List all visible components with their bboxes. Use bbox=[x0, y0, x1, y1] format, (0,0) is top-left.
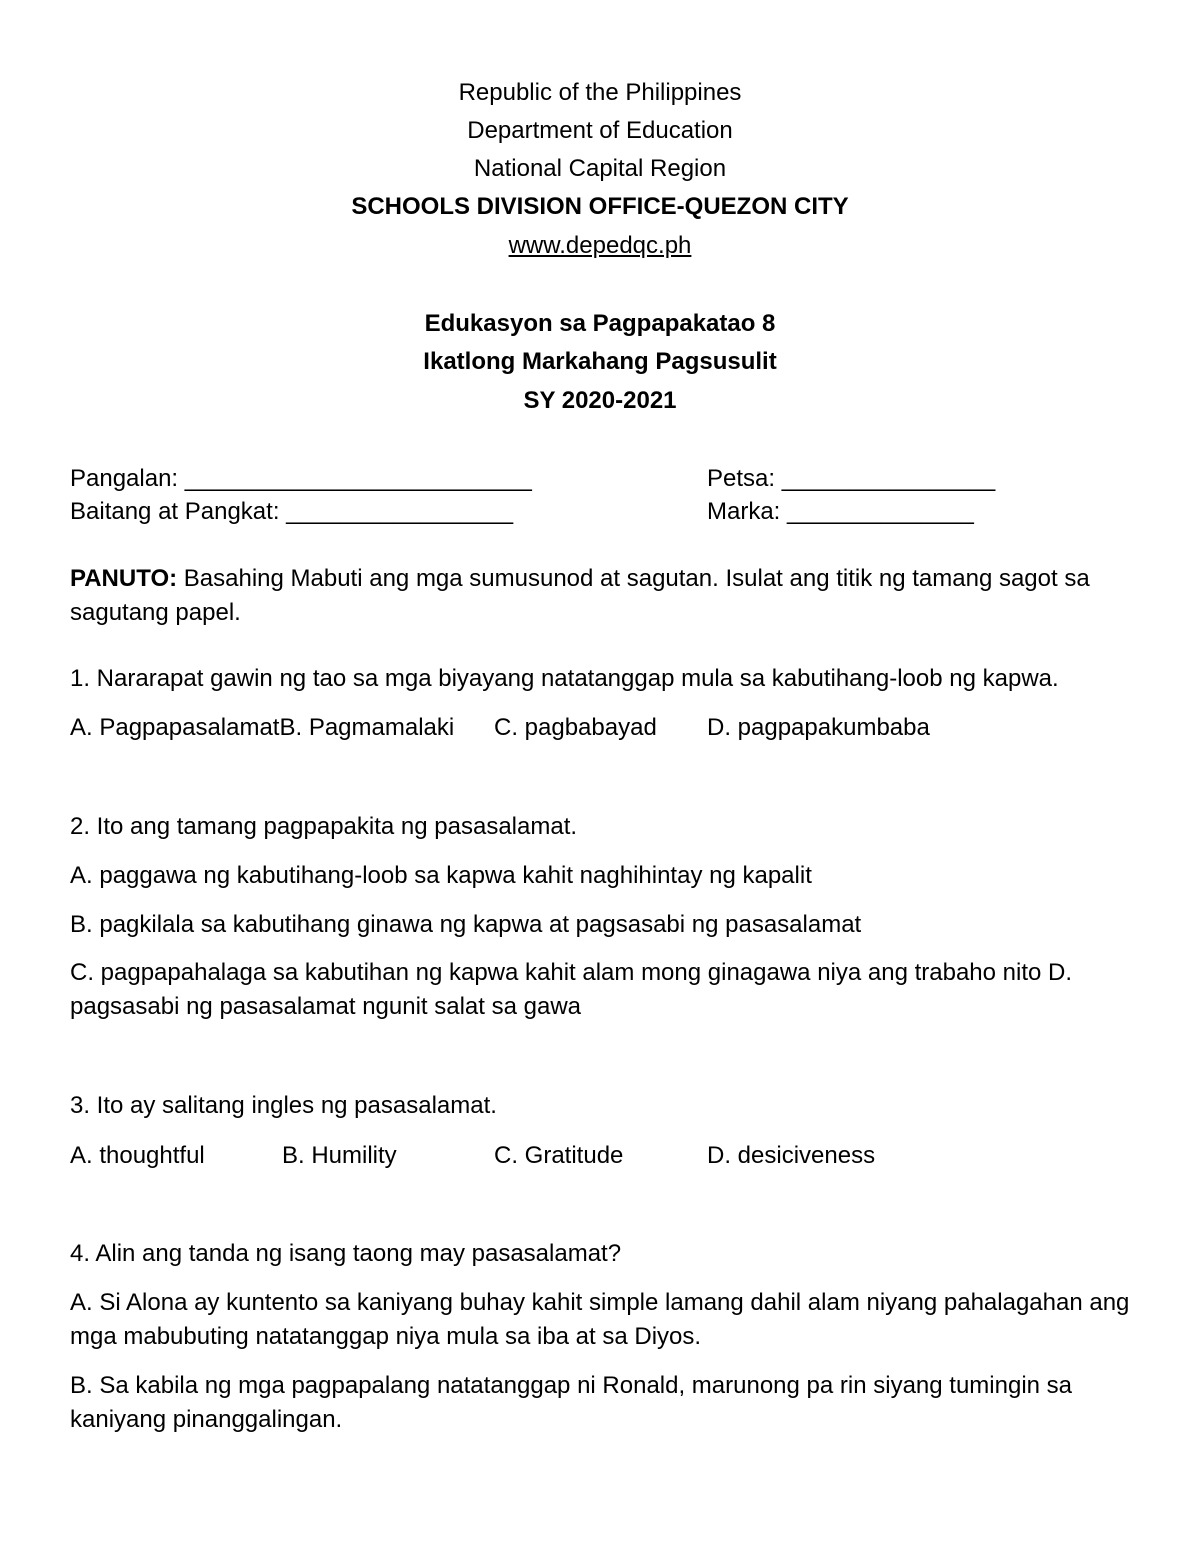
score-field[interactable]: Marka: ______________ bbox=[707, 498, 974, 525]
website-link[interactable]: www.depedqc.ph bbox=[508, 232, 692, 259]
instructions-label: PANUTO: bbox=[70, 565, 178, 592]
question-1-choice-c[interactable]: C. pagbabayad bbox=[494, 714, 657, 741]
header-website-row bbox=[0, 229, 1200, 263]
question-2-choice-b[interactable]: B. pagkilala sa kabutihang ginawa ng kapwa at pagsasabi ng pasasalamat bbox=[70, 911, 862, 938]
date-field[interactable]: Petsa: ________________ bbox=[707, 465, 996, 492]
question-2-choice-a[interactable]: A. paggawa ng kabutihang-loob sa kapwa kahit naghihintay ng kapalit bbox=[70, 862, 812, 889]
name-field[interactable]: Pangalan: __________________________ bbox=[70, 465, 532, 492]
question-4-stem: 4. Alin ang tanda ng isang taong may pasasalamat? bbox=[70, 1240, 622, 1267]
question-2-choice-cd[interactable]: C. pagpapahalaga sa kabutihan ng kapwa kahit alam mong ginagawa niya ang trabaho nito D. pagsasabi ng pasasalamat ngunit salat sa gawa bbox=[70, 959, 1073, 1020]
question-3-choice-d[interactable]: D. desiciveness bbox=[707, 1142, 876, 1169]
header-region: National Capital Region bbox=[473, 155, 727, 182]
grade-section-field[interactable]: Baitang at Pangkat: _________________ bbox=[70, 498, 514, 525]
question-1-choice-ab[interactable]: A. PagpapasalamatB. Pagmamalaki bbox=[70, 714, 455, 741]
exam-school-year: SY 2020-2021 bbox=[523, 387, 677, 414]
question-3-stem: 3. Ito ay salitang ingles ng pasasalamat. bbox=[70, 1092, 497, 1119]
instructions-text: Basahing Mabuti ang mga sumusunod at sagutan. Isulat ang titik ng tamang sagot sa sagutang papel. bbox=[70, 565, 1090, 626]
question-2-stem: 2. Ito ang tamang pagpapakita ng pasasalamat. bbox=[70, 813, 578, 840]
instructions bbox=[70, 562, 1135, 630]
question-1-choice-d[interactable]: D. pagpapakumbaba bbox=[707, 714, 930, 741]
exam-subject: Edukasyon sa Pagpapakatao 8 bbox=[424, 310, 776, 337]
header-division: SCHOOLS DIVISION OFFICE-QUEZON CITY bbox=[351, 193, 849, 220]
question-3-choice-a[interactable]: A. thoughtful bbox=[70, 1142, 205, 1169]
question-1-stem: 1. Nararapat gawin ng tao sa mga biyayang natatanggap mula sa kabutihang-loob ng kapwa. bbox=[70, 665, 1059, 692]
question-3-choice-b[interactable]: B. Humility bbox=[282, 1142, 397, 1169]
question-4-choice-b[interactable]: B. Sa kabila ng mga pagpapalang natatanggap ni Ronald, marunong pa rin siyang tumingin sa kaniyang pinanggalingan. bbox=[70, 1372, 1073, 1433]
question-4-choice-a[interactable]: A. Si Alona ay kuntento sa kaniyang buhay kahit simple lamang dahil alam niyang pahalagahan ang mga mabubuting natatanggap niya mula sa iba at sa Diyos. bbox=[70, 1289, 1130, 1350]
header-republic: Republic of the Philippines bbox=[458, 79, 742, 106]
question-3-choice-c[interactable]: C. Gratitude bbox=[494, 1142, 624, 1169]
exam-quarter: Ikatlong Markahang Pagsusulit bbox=[423, 348, 777, 375]
header-department: Department of Education bbox=[467, 117, 733, 144]
